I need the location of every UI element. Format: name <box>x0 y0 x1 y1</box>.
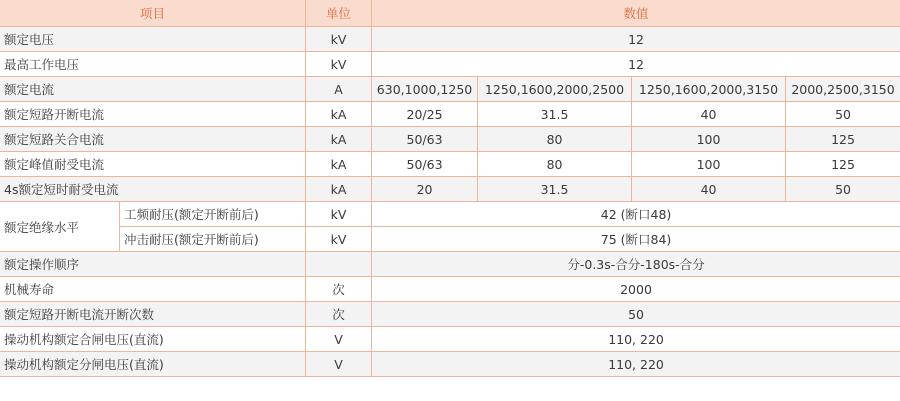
table-row <box>0 252 900 277</box>
header-unit: 单位 <box>306 0 372 27</box>
row-value: 80 <box>478 127 632 152</box>
row-unit: A <box>306 77 372 102</box>
row-label: 额定短路开断电流开断次数 <box>0 302 306 327</box>
row-value: 12 <box>372 52 900 77</box>
row-label: 最高工作电压 <box>0 52 306 77</box>
row-label: 额定电流 <box>0 77 306 102</box>
row-label: 额定短路关合电流 <box>0 127 306 152</box>
row-unit: kA <box>306 152 372 177</box>
header-row <box>0 0 900 27</box>
row-unit: kA <box>306 177 372 202</box>
row-value: 110, 220 <box>372 327 900 352</box>
row-label: 操动机构额定合闸电压(直流) <box>0 327 306 352</box>
row-value: 分-0.3s-合分-180s-合分 <box>372 252 900 277</box>
row-value: 75 (断口84) <box>372 227 900 252</box>
row-label: 额定电压 <box>0 27 306 52</box>
table-row <box>0 127 900 152</box>
row-value: 2000 <box>372 277 900 302</box>
row-label: 机械寿命 <box>0 277 306 302</box>
row-value: 100 <box>632 152 786 177</box>
table-row <box>0 202 900 227</box>
row-value: 1250,1600,2000,2500 <box>478 77 632 102</box>
row-value: 50/63 <box>372 127 478 152</box>
table-row <box>0 152 900 177</box>
row-label-insulation: 额定绝缘水平 <box>0 202 120 252</box>
row-value: 20/25 <box>372 102 478 127</box>
row-unit <box>306 252 372 277</box>
table-row <box>0 27 900 52</box>
row-value: 31.5 <box>478 177 632 202</box>
table-row <box>0 227 900 252</box>
row-value: 31.5 <box>478 102 632 127</box>
row-unit: kV <box>306 27 372 52</box>
table-row <box>0 177 900 202</box>
row-label: 额定操作顺序 <box>0 252 306 277</box>
row-value: 2000,2500,3150 <box>786 77 900 102</box>
row-value: 110, 220 <box>372 352 900 377</box>
row-value: 50 <box>372 302 900 327</box>
row-unit: kV <box>306 52 372 77</box>
row-value: 125 <box>786 152 900 177</box>
row-value: 1250,1600,2000,3150 <box>632 77 786 102</box>
row-value: 630,1000,1250 <box>372 77 478 102</box>
table-row <box>0 327 900 352</box>
row-unit: V <box>306 327 372 352</box>
table-row <box>0 352 900 377</box>
row-unit: kA <box>306 127 372 152</box>
table-row <box>0 302 900 327</box>
row-value: 40 <box>632 177 786 202</box>
table-row <box>0 52 900 77</box>
row-value: 42 (断口48) <box>372 202 900 227</box>
row-label: 4s额定短时耐受电流 <box>0 177 306 202</box>
row-label: 额定短路开断电流 <box>0 102 306 127</box>
table-row <box>0 77 900 102</box>
row-unit: V <box>306 352 372 377</box>
row-unit: 次 <box>306 277 372 302</box>
table-row <box>0 102 900 127</box>
row-value: 40 <box>632 102 786 127</box>
row-unit: kA <box>306 102 372 127</box>
row-label: 额定峰值耐受电流 <box>0 152 306 177</box>
row-value: 50 <box>786 102 900 127</box>
row-label: 操动机构额定分闸电压(直流) <box>0 352 306 377</box>
row-value: 12 <box>372 27 900 52</box>
row-value: 50 <box>786 177 900 202</box>
row-value: 50/63 <box>372 152 478 177</box>
row-value: 100 <box>632 127 786 152</box>
row-sublabel: 工频耐压(额定开断前后) <box>120 202 306 227</box>
row-value: 125 <box>786 127 900 152</box>
header-value: 数值 <box>372 0 900 27</box>
table-row <box>0 277 900 302</box>
row-sublabel: 冲击耐压(额定开断前后) <box>120 227 306 252</box>
row-unit: 次 <box>306 302 372 327</box>
header-item: 项目 <box>0 0 306 27</box>
row-value: 20 <box>372 177 478 202</box>
row-value: 80 <box>478 152 632 177</box>
row-unit: kV <box>306 227 372 252</box>
row-unit: kV <box>306 202 372 227</box>
